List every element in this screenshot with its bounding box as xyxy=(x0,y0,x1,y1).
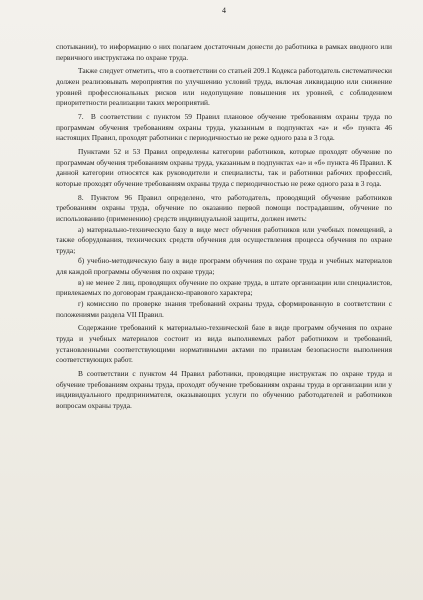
page-number: 4 xyxy=(222,6,226,15)
paragraph-requirements-content: Содержание требований к материально-технической базе в виде программ обучения по охране труда и учебных материалов состоит из вида выполняемых работ работником и требований, установленными соответствующими нормативными актами по правилам безопасности выполнения соответствующих работ. xyxy=(56,323,392,365)
paragraph-item-7: 7. В соответствии с пунктом 59 Правил плановое обучение требованиям охраны труда по программам обучения требованиям охраны труда, указанным в подпунктах «а» и «б» пункта 46 настоящих Правил, проходят работники с периодичностью не реже одного раза в 3 года. xyxy=(56,111,392,143)
paragraph-items-52-53: Пунктами 52 и 53 Правил определены категории работников, которые проходят обучение по программам обучения требованиям охраны труда, указанным в подпунктах «а» и «б» пункта 46 Правил. К данной категории относятся как руководители и специалисты, так и работники рабочих профессий, которые проходят обучение требованиям охраны труда с периодичностью не реже одного раза в 3 года. xyxy=(56,146,392,188)
list-item-a: а) материально-техническую базу в виде мест обучения работников или учебных помещений, а также оборудования, технических средств обучения для осуществления процесса обучения по охране труда; xyxy=(56,224,392,255)
paragraph-continuation: спотыкании), то информацию о них полагаем достаточным донести до работника в рамках вводного или первичного инструктажа по охране труда. xyxy=(56,42,392,62)
list-item-g: г) комиссию по проверке знания требований охраны труда, сформированную в соответствии с положениями раздела VII Правил. xyxy=(56,299,392,319)
list-item-v: в) не менее 2 лиц, проводящих обучение по охране труда, в штате организации или специалистов, привлекаемых по договорам гражданско-правового характера; xyxy=(56,277,392,298)
paragraph-item-44: В соответствии с пунктом 44 Правил работники, проводящие инструктаж по охране труда и обучение требованиям охраны труда, проходят обучение требованиям охраны труда в организации или у индивидуального предпринимателя, оказывающих услуги по обучению работодателей и работников вопросам охраны труда. xyxy=(56,369,392,410)
list-item-b: б) учебно-методическую базу в виде программ обучения по охране труда и учебных материалов для каждой программы обучения по охране труда; xyxy=(56,256,392,277)
paragraph-item-8: 8. Пунктом 96 Правил определено, что работодатель, проводящий обучение работников требованиям охраны труда, обучение по оказанию первой помощи пострадавшим, обучение по использованию (применению) средств индивидуальной защиты, должен иметь: xyxy=(56,192,392,223)
paragraph-article-209-1: Также следует отметить, что в соответствии со статьей 209.1 Кодекса работодатель систематически должен реализовывать мероприятия по улучшению условий труда, включая ликвидацию или снижение уровней профессиональных рисков или недопущение повышения их уровней, с соблюдением приоритетности реализации таких мероприятий. xyxy=(56,66,392,108)
